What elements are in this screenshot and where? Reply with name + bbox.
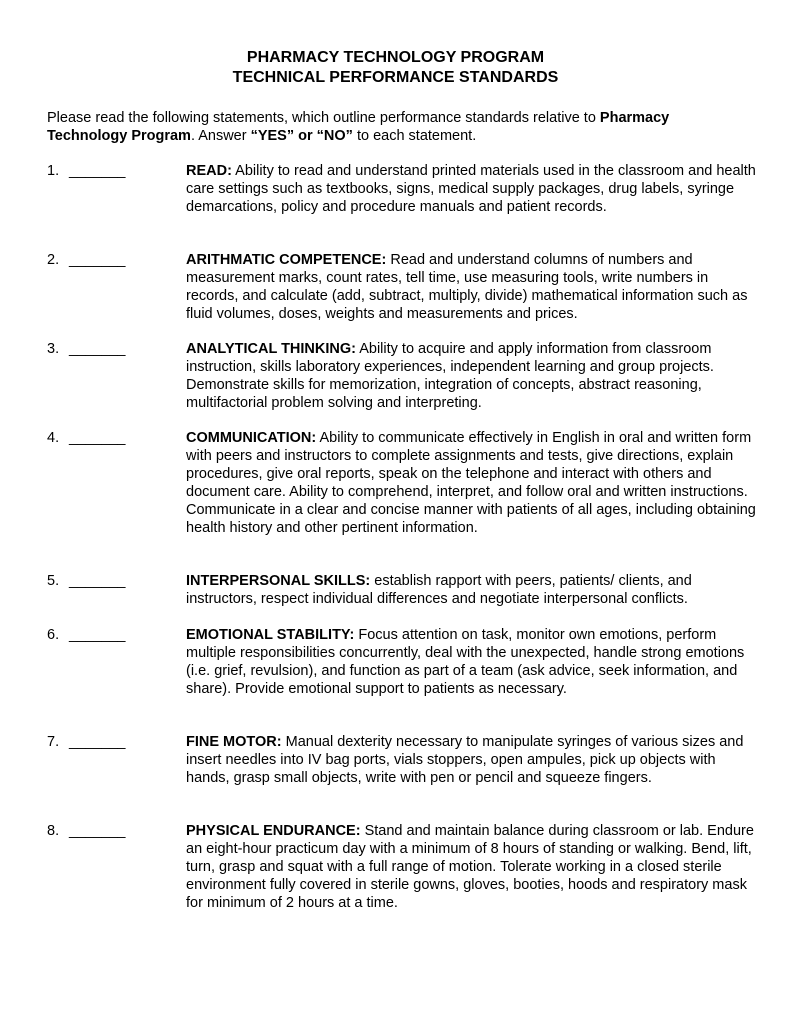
item-text: Ability to communicate effectively in English in oral and written form with peers and instructors to complete assignments and tests, give directions, explain procedures, give oral reports, speak on the telephone and interact with others and document care. Ability to comprehend, interpret, and follow oral and written instructions. Communicate in a clear and concise manner with patients of all ages, including obtaining health history and other pertinent information. (186, 430, 756, 536)
item-description (186, 733, 756, 787)
item-text: Read and understand columns of numbers and measurement marks, count rates, tell time, use measuring tools, write numbers in records, and calculate (add, subtract, multiply, divide) mathematical information such as fluid volumes, doses, weights and measurements and prices. (186, 252, 748, 322)
intro-paragraph (47, 109, 737, 145)
item-description (186, 251, 756, 323)
item-description (186, 162, 756, 216)
item-label: COMMUNICATION: (186, 430, 317, 446)
item-number: 8. (47, 823, 60, 839)
item-label: EMOTIONAL STABILITY: (186, 627, 355, 643)
document-subtitle: TECHNICAL PERFORMANCE STANDARDS (232, 69, 559, 86)
item-description (186, 626, 756, 698)
item-text: Focus attention on task, monitor own emotions, perform multiple responsibilities concurrently, deal with the unexpected, handle strong emotions (i.e. grief, revulsion), and function as part of a team (ask advice, seek information, and share). Provide emotional support to patients as necessary. (186, 627, 745, 697)
item-text: establish rapport with peers, patients/ clients, and instructors, respect individual differences and negotiate interpersonal conflicts. (186, 573, 692, 607)
item-number: 5. (47, 573, 60, 589)
item-label: READ: (186, 163, 232, 179)
answer-blank[interactable]: _______ (69, 627, 126, 643)
answer-blank[interactable]: _______ (69, 734, 126, 750)
item-number: 2. (47, 252, 60, 268)
program-name: Pharmacy Technology Program (47, 110, 670, 144)
item-text: Stand and maintain balance during classroom or lab. Endure an eight-hour practicum day with a minimum of 8 hours of standing or walking. Bend, lift, turn, grasp and squat with a full range of motion. Tolerate working in a closed sterile environment fully covered in sterile gowns, gloves, booties, hoods and respiratory mask for minimum of 2 hours at a time. (186, 823, 754, 911)
answer-blank[interactable]: _______ (69, 823, 126, 839)
item-number: 6. (47, 627, 60, 643)
document-title: PHARMACY TECHNOLOGY PROGRAM (246, 49, 545, 66)
item-number: 3. (47, 341, 60, 357)
item-text: Manual dexterity necessary to manipulate syringes of various sizes and insert needles into IV bag ports, vials stoppers, open ampules, pick up objects with hands, grasp small objects, write with pen or pencil and squeeze fingers. (186, 734, 744, 786)
intro-text-b: . Answer (190, 128, 251, 144)
answer-blank[interactable]: _______ (69, 163, 126, 179)
item-text: Ability to acquire and apply information from classroom instruction, skills laboratory experiences, independent learning and group projects. Demonstrate skills for memorization, integration of concepts, abstract reasoning, multifactorial problem solving and interpreting. (186, 341, 714, 411)
item-label: PHYSICAL ENDURANCE: (186, 823, 361, 839)
answer-blank[interactable]: _______ (69, 430, 126, 446)
intro-text-c: to each statement. (352, 128, 477, 144)
answer-blank[interactable]: _______ (69, 341, 126, 357)
item-label: INTERPERSONAL SKILLS: (186, 573, 371, 589)
item-text: Ability to read and understand printed materials used in the classroom and health care settings such as textbooks, signs, medical supply packages, drug labels, syringe demarcations, policy and procedure manuals and patient records. (186, 163, 756, 215)
item-description (186, 429, 756, 537)
answer-blank[interactable]: _______ (69, 252, 126, 268)
answer-options: “YES” or “NO” (250, 128, 353, 144)
item-label: FINE MOTOR: (186, 734, 282, 750)
item-number: 4. (47, 430, 60, 446)
item-label: ARITHMATIC COMPETENCE: (186, 252, 387, 268)
item-label: ANALYTICAL THINKING: (186, 341, 356, 357)
item-number: 1. (47, 163, 60, 179)
intro-text-a: Please read the following statements, which outline performance standards relative to (47, 110, 600, 126)
item-number: 7. (47, 734, 60, 750)
item-description (186, 572, 756, 608)
item-description (186, 340, 756, 412)
item-description (186, 822, 756, 912)
answer-blank[interactable]: _______ (69, 573, 126, 589)
